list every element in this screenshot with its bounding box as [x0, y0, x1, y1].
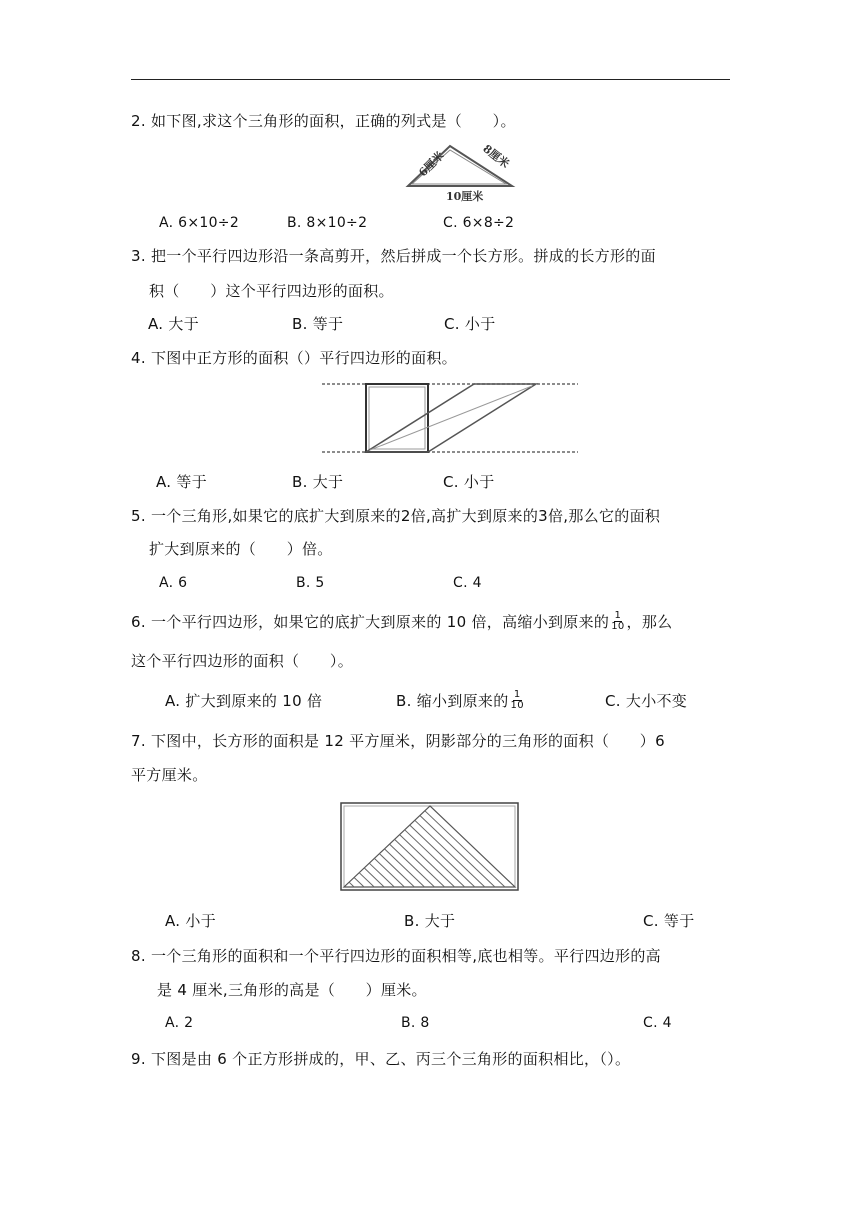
q7-hatch-line [400, 835, 455, 887]
q3-stem-line1: 3. 把一个平行四边形沿一条高剪开，然后拼成一个长方形。拼成的长方形的面 [131, 247, 656, 265]
q7-rectangle-shaded-triangle-figure [340, 802, 520, 892]
q7-hatch-line [390, 844, 435, 887]
q6-fraction-num: 1 [614, 610, 622, 621]
q7-hatch-line [349, 882, 354, 887]
q5-stem-line1: 5. 一个三角形,如果它的底扩大到原来的2倍,高扩大到原来的3倍,那么它的面积 [131, 507, 661, 525]
q7-option-a: A. 小于 [165, 912, 217, 930]
q4-option-c: C. 小于 [443, 473, 495, 491]
q6-stem-line1-a: 6. 一个平行四边形，如果它的底扩大到原来的 10 倍，高缩小到原来的 [131, 613, 610, 631]
q7-hatch-line [379, 854, 414, 887]
q4-option-a: A. 等于 [156, 473, 208, 491]
q7-hatch-line [369, 863, 394, 887]
q6-fraction-den: 10 [611, 621, 625, 632]
q9-stem: 9. 下图是由 6 个正方形拼成的，甲、乙、丙三个三角形的面积相比，（）。 [131, 1050, 631, 1068]
q6-option-b-text: B. 缩小到原来的 [396, 692, 509, 710]
q2-triangle-figure [400, 140, 520, 208]
q3-stem-line2: 积（ ）这个平行四边形的面积。 [149, 282, 394, 300]
q7-hatch-line [425, 811, 505, 887]
q3-option-a: A. 大于 [148, 315, 200, 333]
q6-fraction [610, 611, 625, 632]
q7-hatch-line [405, 830, 465, 887]
q8-stem-line2: 是 4 厘米,三角形的高是（ ）厘米。 [157, 981, 427, 999]
q7-hatch-line [415, 820, 485, 887]
q6-option-c: C. 大小不变 [605, 692, 688, 710]
q7-hatch-line [410, 825, 475, 887]
q7-hatch-line [395, 839, 445, 887]
q8-option-a: A. 2 [165, 1015, 194, 1031]
q8-option-c: C. 4 [643, 1015, 672, 1031]
q7-hatch-line [354, 878, 364, 888]
q4-stem: 4. 下图中正方形的面积（）平行四边形的面积。 [131, 349, 457, 367]
q7-hatch-line [364, 868, 384, 887]
q7-hatch-line [420, 816, 495, 888]
q2-right-label: 8厘米 [480, 142, 512, 171]
q3-option-c: C. 小于 [444, 315, 496, 333]
q2-option-b: B. 8×10÷2 [287, 215, 368, 231]
q2-left-label: 6厘米 [416, 149, 447, 180]
q2-stem: 2. 如下图,求这个三角形的面积，正确的列式是（ ）。 [131, 112, 516, 130]
q2-base-label: 10厘米 [446, 190, 484, 203]
q6-option-b [396, 691, 526, 712]
q7-option-b: B. 大于 [404, 912, 456, 930]
q7-stem-line1: 7. 下图中，长方形的面积是 12 平方厘米，阴影部分的三角形的面积（ ）6 [131, 732, 665, 750]
q2-option-c: C. 6×8÷2 [443, 215, 515, 231]
q3-option-b: B. 等于 [292, 315, 344, 333]
q7-stem-line2: 平方厘米。 [131, 766, 208, 784]
q6-option-b-fraction-num: 1 [513, 689, 521, 700]
q8-stem-line1: 8. 一个三角形的面积和一个平行四边形的面积相等,底也相等。平行四边形的高 [131, 947, 661, 965]
q2-option-a: A. 6×10÷2 [159, 215, 240, 231]
header-rule [131, 79, 730, 80]
q6-option-a: A. 扩大到原来的 10 倍 [165, 692, 323, 710]
q5-stem-line2: 扩大到原来的（ ）倍。 [149, 540, 333, 558]
q4-square-parallelogram-figure [322, 378, 582, 458]
q6-stem-line1 [131, 612, 672, 633]
q5-option-a: A. 6 [159, 575, 188, 591]
q4-option-b: B. 大于 [292, 473, 344, 491]
q5-option-c: C. 4 [453, 575, 482, 591]
q6-stem-line2: 这个平行四边形的面积（ ）。 [131, 652, 354, 670]
q6-option-b-fraction-den: 10 [510, 700, 524, 711]
q7-option-c: C. 等于 [643, 912, 695, 930]
q5-option-b: B. 5 [296, 575, 325, 591]
q7-hatch-line [385, 849, 425, 887]
q6-stem-line1-b: ，那么 [626, 613, 673, 631]
q8-option-b: B. 8 [401, 1015, 430, 1031]
q6-option-b-fraction [510, 690, 525, 711]
